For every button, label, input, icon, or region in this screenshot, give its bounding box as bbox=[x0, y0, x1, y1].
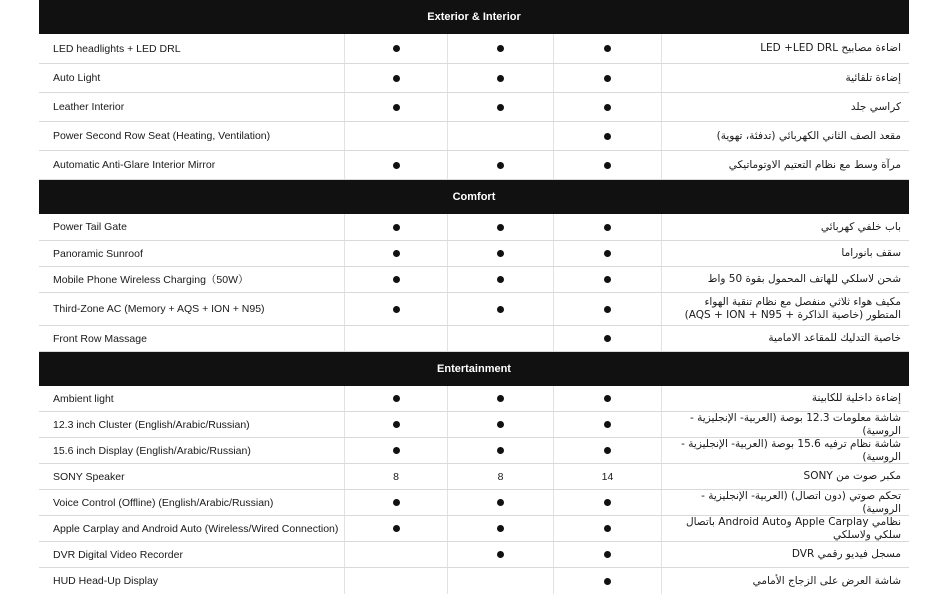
trim-1-cell bbox=[344, 267, 447, 292]
included-dot-icon bbox=[497, 75, 504, 82]
trim-3-cell bbox=[553, 267, 661, 292]
speaker-count: 8 bbox=[497, 470, 504, 483]
included-dot-icon bbox=[393, 525, 400, 532]
trim-3-cell bbox=[553, 490, 661, 515]
feature-name-en: 12.3 inch Cluster (English/Arabic/Russian) bbox=[53, 418, 250, 431]
trim-2-cell bbox=[447, 293, 553, 325]
speaker-count: 14 bbox=[601, 470, 614, 483]
table-row bbox=[39, 490, 909, 516]
table-row bbox=[39, 516, 909, 542]
table-row bbox=[39, 151, 909, 180]
feature-name-ar: باب خلفي كهربائي bbox=[661, 214, 909, 240]
feature-name-ar: شاشة نظام ترفيه 15.6 بوصة (العربية- الإنجليزية - الروسية) bbox=[661, 438, 909, 463]
trim-1-cell bbox=[344, 241, 447, 266]
feature-name-ar: سقف بانوراما bbox=[661, 241, 909, 266]
feature-name-ar: مكيف هواء ثلاثي منفصل مع نظام تنقية الهواء المتطور (خاصية الذاكرة + AQS + ION + N95) bbox=[661, 293, 909, 325]
trim-1-cell bbox=[344, 93, 447, 121]
trim-1-cell bbox=[344, 293, 447, 325]
trim-1-cell bbox=[344, 542, 447, 567]
feature-name-en: Apple Carplay and Android Auto (Wireless/Wired Connection) bbox=[53, 522, 339, 535]
included-dot-icon bbox=[497, 525, 504, 532]
table-row bbox=[39, 293, 909, 326]
trim-2-cell bbox=[447, 386, 553, 411]
section-header: Comfort bbox=[39, 180, 909, 214]
table-row bbox=[39, 464, 909, 490]
included-dot-icon bbox=[497, 447, 504, 454]
trim-3-cell bbox=[553, 214, 661, 240]
feature-name-en: DVR Digital Video Recorder bbox=[53, 548, 183, 561]
section-entertainment bbox=[39, 352, 909, 594]
trim-3-cell bbox=[553, 542, 661, 567]
included-dot-icon bbox=[604, 45, 611, 52]
included-dot-icon bbox=[604, 224, 611, 231]
feature-name-ar: تحكم صوتي (دون اتصال) (العربية- الإنجليزية - الروسية) bbox=[661, 490, 909, 515]
feature-name-en: Power Second Row Seat (Heating, Ventilation) bbox=[53, 130, 271, 142]
spec-table bbox=[39, 0, 909, 594]
feature-name-ar: شاشة العرض على الزجاج الأمامي bbox=[661, 568, 909, 594]
feature-name-en: Mobile Phone Wireless Charging（50W） bbox=[53, 274, 249, 286]
feature-name-ar: مرآة وسط مع نظام التعتيم الاوتوماتيكي bbox=[661, 151, 909, 179]
included-dot-icon bbox=[604, 421, 611, 428]
included-dot-icon bbox=[604, 499, 611, 506]
trim-2-cell bbox=[447, 34, 553, 63]
included-dot-icon bbox=[497, 499, 504, 506]
feature-name-en: Power Tail Gate bbox=[53, 221, 127, 233]
feature-name-ar: مكبر صوت من SONY bbox=[661, 464, 909, 489]
trim-3-cell bbox=[553, 122, 661, 150]
included-dot-icon bbox=[604, 250, 611, 257]
trim-2-cell bbox=[447, 516, 553, 541]
feature-name-ar: شاشة معلومات 12.3 بوصة (العربية- الإنجليزية - الروسية) bbox=[661, 412, 909, 437]
feature-name-ar: شحن لاسلكي للهاتف المحمول بقوة 50 واط bbox=[661, 267, 909, 292]
trim-1-cell bbox=[344, 490, 447, 515]
speaker-count: 8 bbox=[393, 470, 399, 483]
table-row bbox=[39, 386, 909, 412]
feature-name-ar: إضاءة داخلية للكابينة bbox=[661, 386, 909, 411]
trim-1-cell bbox=[344, 151, 447, 179]
trim-1-cell bbox=[344, 214, 447, 240]
trim-2-cell bbox=[447, 412, 553, 437]
table-row bbox=[39, 412, 909, 438]
feature-name-en: HUD Head-Up Display bbox=[53, 575, 159, 587]
included-dot-icon bbox=[393, 104, 400, 111]
included-dot-icon bbox=[393, 224, 400, 231]
table-row bbox=[39, 214, 909, 241]
trim-2-cell bbox=[447, 568, 553, 594]
section-header: Exterior & Interior bbox=[39, 0, 909, 34]
included-dot-icon bbox=[393, 447, 400, 454]
table-row bbox=[39, 64, 909, 93]
feature-name-en: Ambient light bbox=[53, 392, 114, 405]
included-dot-icon bbox=[497, 276, 504, 283]
included-dot-icon bbox=[604, 104, 611, 111]
trim-2-cell bbox=[447, 464, 553, 489]
trim-2-cell bbox=[447, 542, 553, 567]
included-dot-icon bbox=[604, 447, 611, 454]
trim-2-cell bbox=[447, 326, 553, 351]
trim-3-cell bbox=[553, 464, 661, 489]
trim-1-cell bbox=[344, 464, 447, 489]
table-row bbox=[39, 438, 909, 464]
feature-name-en: LED headlights + LED DRL bbox=[53, 42, 181, 55]
table-row bbox=[39, 568, 909, 594]
feature-name-en: Panoramic Sunroof bbox=[53, 247, 143, 260]
trim-2-cell bbox=[447, 267, 553, 292]
included-dot-icon bbox=[604, 578, 611, 585]
trim-3-cell bbox=[553, 34, 661, 63]
trim-1-cell bbox=[344, 568, 447, 594]
included-dot-icon bbox=[497, 395, 504, 402]
feature-name-ar: مقعد الصف الثاني الكهربائي (تدفئة، تهوية) bbox=[661, 122, 909, 150]
table-row bbox=[39, 542, 909, 568]
included-dot-icon bbox=[604, 162, 611, 169]
trim-2-cell bbox=[447, 122, 553, 150]
trim-2-cell bbox=[447, 93, 553, 121]
trim-2-cell bbox=[447, 151, 553, 179]
included-dot-icon bbox=[604, 75, 611, 82]
trim-1-cell bbox=[344, 34, 447, 63]
feature-name-en: Automatic Anti-Glare Interior Mirror bbox=[53, 159, 216, 171]
feature-name-en: Voice Control (Offline) (English/Arabic/Russian) bbox=[53, 496, 274, 509]
trim-3-cell bbox=[553, 386, 661, 411]
table-row bbox=[39, 34, 909, 64]
included-dot-icon bbox=[393, 306, 400, 313]
section-comfort bbox=[39, 180, 909, 352]
trim-3-cell bbox=[553, 516, 661, 541]
feature-name-ar: مسجل فيديو رقمي DVR bbox=[661, 542, 909, 567]
included-dot-icon bbox=[497, 551, 504, 558]
table-row bbox=[39, 241, 909, 267]
included-dot-icon bbox=[393, 499, 400, 506]
included-dot-icon bbox=[604, 335, 611, 342]
trim-3-cell bbox=[553, 412, 661, 437]
trim-1-cell bbox=[344, 326, 447, 351]
included-dot-icon bbox=[497, 421, 504, 428]
table-row bbox=[39, 122, 909, 151]
included-dot-icon bbox=[393, 395, 400, 402]
included-dot-icon bbox=[497, 306, 504, 313]
trim-1-cell bbox=[344, 516, 447, 541]
included-dot-icon bbox=[393, 45, 400, 52]
trim-2-cell bbox=[447, 241, 553, 266]
feature-name-ar: نظامي Apple Carplay وAndroid Auto باتصال سلكي ولاسلكي bbox=[661, 516, 909, 541]
included-dot-icon bbox=[604, 133, 611, 140]
feature-name-en: 15.6 inch Display (English/Arabic/Russian) bbox=[53, 444, 251, 457]
trim-1-cell bbox=[344, 386, 447, 411]
section-header: Entertainment bbox=[39, 352, 909, 386]
included-dot-icon bbox=[604, 525, 611, 532]
included-dot-icon bbox=[497, 45, 504, 52]
included-dot-icon bbox=[393, 421, 400, 428]
trim-1-cell bbox=[344, 412, 447, 437]
table-row bbox=[39, 267, 909, 293]
trim-3-cell bbox=[553, 241, 661, 266]
trim-3-cell bbox=[553, 93, 661, 121]
trim-3-cell bbox=[553, 151, 661, 179]
included-dot-icon bbox=[497, 224, 504, 231]
trim-2-cell bbox=[447, 64, 553, 92]
feature-name-en: Front Row Massage bbox=[53, 332, 147, 345]
included-dot-icon bbox=[393, 162, 400, 169]
included-dot-icon bbox=[497, 104, 504, 111]
feature-name-ar: خاصية التدليك للمقاعد الامامية bbox=[661, 326, 909, 351]
trim-1-cell bbox=[344, 64, 447, 92]
trim-2-cell bbox=[447, 438, 553, 463]
table-row bbox=[39, 326, 909, 352]
included-dot-icon bbox=[393, 250, 400, 257]
trim-2-cell bbox=[447, 214, 553, 240]
trim-3-cell bbox=[553, 293, 661, 325]
feature-name-en: Auto Light bbox=[53, 72, 101, 84]
table-row bbox=[39, 93, 909, 122]
feature-name-en: SONY Speaker bbox=[53, 470, 125, 483]
included-dot-icon bbox=[604, 276, 611, 283]
included-dot-icon bbox=[393, 75, 400, 82]
trim-3-cell bbox=[553, 326, 661, 351]
included-dot-icon bbox=[497, 162, 504, 169]
feature-name-ar: اضاءة مصابيح LED +LED DRL bbox=[661, 34, 909, 63]
included-dot-icon bbox=[393, 276, 400, 283]
trim-3-cell bbox=[553, 438, 661, 463]
feature-name-en: Third-Zone AC (Memory + AQS + ION + N95) bbox=[53, 303, 265, 315]
trim-1-cell bbox=[344, 122, 447, 150]
feature-name-ar: إضاءة تلقائية bbox=[661, 64, 909, 92]
trim-3-cell bbox=[553, 568, 661, 594]
included-dot-icon bbox=[604, 306, 611, 313]
trim-2-cell bbox=[447, 490, 553, 515]
included-dot-icon bbox=[497, 250, 504, 257]
included-dot-icon bbox=[604, 551, 611, 558]
trim-3-cell bbox=[553, 64, 661, 92]
trim-1-cell bbox=[344, 438, 447, 463]
included-dot-icon bbox=[604, 395, 611, 402]
feature-name-ar: كراسي جلد bbox=[661, 93, 909, 121]
section-exterior-interior bbox=[39, 0, 909, 180]
feature-name-en: Leather Interior bbox=[53, 101, 125, 113]
